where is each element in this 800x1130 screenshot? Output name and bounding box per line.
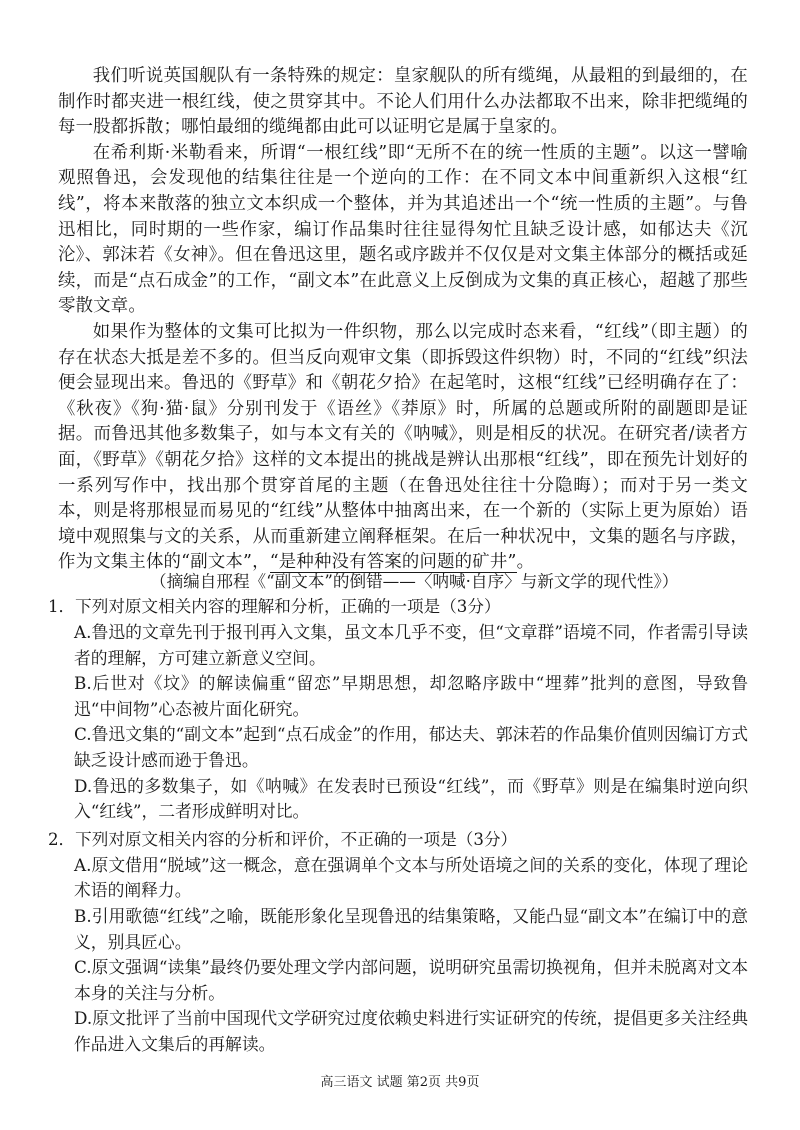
- passage-paragraph-3-text: 如果作为整体的文集可比拟为一件织物，那么以完成时态来看，“红线”（即主题）的存在状态大抵是差不多的。但当反向观审文集（即拆毁这件织物）时，不同的“红线”织法便会显现出来。鲁迅的《野草》和《朝花夕拾》在起笔时，这根“红线”已经明确存在了：《秋夜》《狗·猫·鼠》分别刊发于《语丝》《莽原》时，所属的总题或所附的副题即是证据。而鲁迅其他多数集子，如与本文有关的《呐喊》，则是相反的状况。在研究者/读者方面，《野草》《朝花夕拾》这样的文本提出的挑战是辨认出那根“红线”，即在预先计划好的一系列写作中，找出那个贯穿首尾的主题（在鲁迅处往往十分隐晦）；而对于另一类文本，则是将那根显而易见的“红线”从整体中抽离出来，在一个新的（实际上更为原始）语境中观照集与文的关系，从而重新建立阐释框架。在后一种状况中，文集的题名与序跋，作为文集主体的“副文本”，: [58, 321, 748, 573]
- passage-paragraph-3-end: 。: [516, 552, 535, 573]
- option-d: D.鲁迅的多数集子，如《呐喊》在发表时已预设“红线”，而《野草》则是在编集时逆向织入“红线”，二者形成鲜明对比。: [74, 775, 748, 822]
- option-a: A.鲁迅的文章先刊于报刊再入文集，虽文本几乎不变，但“文章群”语境不同，作者需引导读者的理解，方可建立新意义空间。: [74, 622, 748, 668]
- option-b: B.后世对《坟》的解读偏重“留恋”早期思想，却忽略序跋中“埋葬”批判的意图，导致鲁迅“中间物”心态被片面化研究。: [74, 673, 748, 719]
- passage-paragraph-1: 我们听说英国舰队有一条特殊的规定：皇家舰队的所有缆绳，从最粗的到最细的，在制作时都夹进一根红线，使之贯穿其中。不论人们用什么办法都取不出来，除非把缆绳的每一股都拆散；哪怕最细的缆绳都由此可以证明它是属于皇家的。: [58, 66, 748, 138]
- questions-section: [48, 594, 748, 1058]
- passage-paragraph-2: 在希利斯·米勒看来，所谓“一根红线”即“无所不在的统一性质的主题”。以这一譬喻观照鲁迅，会发现他的结集往往是一个逆向的工作：在不同文本中间重新织入这根“红线”，将本来散落的独立文本织成一个整体，并为其追述出一个“统一性质的主题”。与鲁迅相比，同时期的一些作家，编订作品集时往往显得匆忙且缺乏设计感，如郁达夫《沉沦》、郭沫若《女神》。但在鲁迅这里，题名或序跋并不仅仅是对文集主体部分的概括或延续，而是“点石成金”的工作，“副文本”在此意义上反倒成为文集的真正核心，超越了那些零散文章。: [58, 142, 748, 317]
- passage-paragraph-3: [58, 320, 748, 576]
- question-1: [48, 594, 748, 825]
- question-stem: 2．下列对原文相关内容的分析和评价，不正确的一项是（3分）: [48, 829, 518, 849]
- question-2: [48, 827, 748, 1058]
- option-d: D.原文批评了当前中国现代文学研究过度依赖史料进行实证研究的传统，提倡更多关注经典作品进入文集后的再解读。: [74, 1008, 748, 1054]
- source-citation: （摘编自邢程《“副文本”的倒错——〈呐喊·自序〉与新文学的现代性》）: [150, 572, 679, 591]
- question-stem: 1．下列对原文相关内容的理解和分析，正确的一项是（3分）: [48, 597, 501, 616]
- option-a: A.原文借用“脱域”这一概念，意在强调单个文本与所处语境之间的关系的变化，体现了理论术语的阐释力。: [74, 854, 748, 901]
- underlined-quote: “是种种没有答案的问题的矿井”: [269, 552, 517, 573]
- page-footer: 高三语文 试题 第2页 共9页: [320, 1075, 480, 1090]
- reading-passage: [58, 64, 748, 576]
- option-b: B.引用歌德“红线”之喻，既能形象化呈现鲁迅的结集策略，又能凸显“副文本”在编订中的意义，别具匠心。: [74, 905, 748, 952]
- option-c: C.原文强调“读集”最终仍要处理文学内部问题，说明研究虽需切换视角，但并未脱离对文本本身的关注与分析。: [74, 957, 748, 1003]
- option-c: C.鲁迅文集的“副文本”起到“点石成金”的作用，郁达夫、郭沫若的作品集价值则因编订方式缺乏设计感而逊于鲁迅。: [74, 724, 748, 770]
